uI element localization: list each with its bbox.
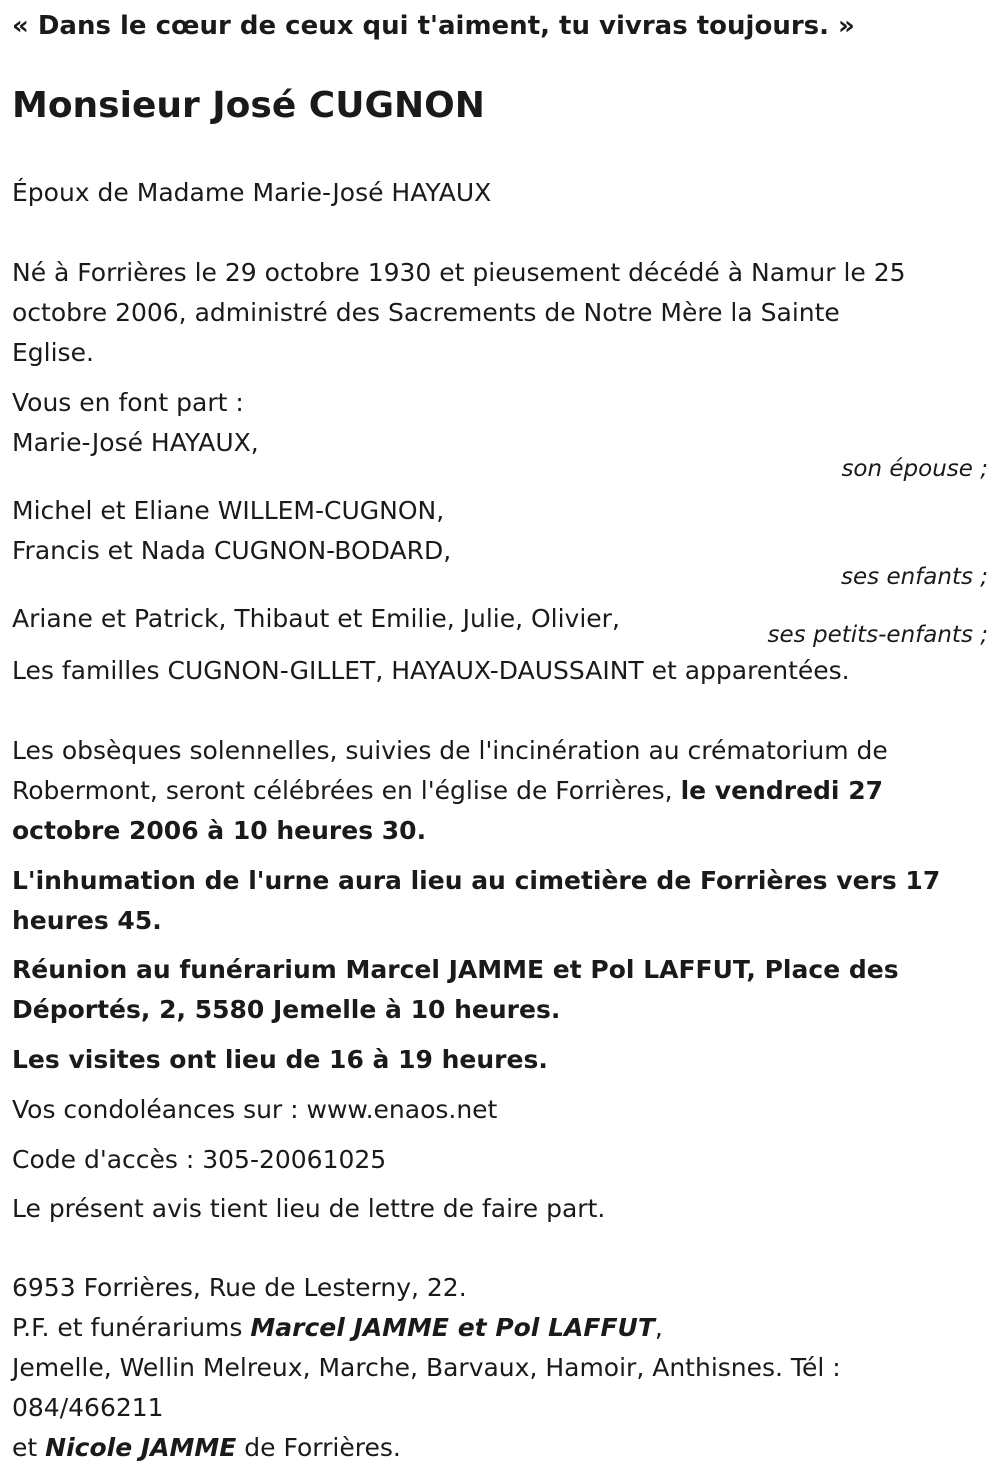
pf-line	[12, 1308, 988, 1348]
notice-line	[12, 1189, 988, 1229]
meeting-line-2: Déportés, 2, 5580 Jemelle à 10 heures.	[12, 995, 561, 1024]
family-section	[12, 383, 988, 691]
pf-phone: 084/466211	[12, 1393, 164, 1422]
spouse-line	[12, 173, 988, 213]
funeral-paragraph	[12, 731, 988, 851]
pf-prefix: P.F. et funérariums	[12, 1313, 251, 1342]
quote: « Dans le cœur de ceux qui t'aiment, tu vivras toujours. »	[12, 11, 855, 41]
funeral-line-1: Les obsèques solennelles, suivies de l'incinération au crématorium de	[12, 736, 888, 765]
pf-nicole: Nicole JAMME	[45, 1433, 237, 1462]
access-code-line	[12, 1140, 988, 1180]
children-role: ses enfants ;	[841, 564, 988, 590]
condolences-text: Vos condoléances sur : www.enaos.net	[12, 1095, 498, 1124]
funeral-line-3: octobre 2006 à 10 heures 30.	[12, 816, 427, 845]
burial-line-1: L'inhumation de l'urne aura lieu au cimetière de Forrières vers 17	[12, 866, 941, 895]
pf-suffix: ,	[654, 1313, 663, 1342]
funeral-line-2	[12, 771, 988, 811]
birth-line-1: Né à Forrières le 29 octobre 1930 et pieusement décédé à Namur le 25	[12, 258, 906, 287]
condolences-line	[12, 1090, 988, 1130]
grandchildren-role: ses petits-enfants ;	[767, 622, 988, 648]
pf-names: Marcel JAMME et Pol LAFFUT	[250, 1313, 655, 1342]
pf-of: de Forrières.	[236, 1433, 401, 1462]
child-2: Francis et Nada CUGNON-BODARD,	[12, 536, 452, 565]
birth-paragraph	[12, 253, 988, 373]
access-code-text: Code d'accès : 305-20061025	[12, 1145, 387, 1174]
spouse-text: Époux de Madame Marie-José HAYAUX	[12, 178, 492, 207]
meeting-line-1: Réunion au funérarium Marcel JAMME et Pol LAFFUT, Place des	[12, 955, 899, 984]
funeral-date: le vendredi 27	[680, 776, 883, 805]
address: 6953 Forrières, Rue de Lesterny, 22.	[12, 1273, 467, 1302]
deceased-name: Monsieur José CUGNON	[12, 85, 485, 126]
meeting-paragraph	[12, 950, 988, 1030]
grandchildren: Ariane et Patrick, Thibaut et Emilie, Julie, Olivier,	[12, 604, 620, 633]
pf-locations: Jemelle, Wellin Melreux, Marche, Barvaux, Hamoir, Anthisnes. Tél :	[12, 1353, 841, 1382]
burial-paragraph	[12, 861, 988, 941]
spouse-name: Marie-José HAYAUX,	[12, 428, 259, 457]
visits-text: Les visites ont lieu de 16 à 19 heures.	[12, 1045, 548, 1074]
birth-line-3: Eglise.	[12, 338, 94, 367]
funeral-home-section	[12, 1268, 988, 1468]
birth-line-2: octobre 2006, administré des Sacrements de Notre Mère la Sainte	[12, 298, 840, 327]
announce-intro: Vous en font part :	[12, 388, 244, 417]
pf-nicole-line	[12, 1428, 988, 1468]
pf-and: et	[12, 1433, 46, 1462]
burial-line-2: heures 45.	[12, 906, 162, 935]
visits-line	[12, 1040, 988, 1080]
spouse-role: son épouse ;	[841, 456, 988, 482]
child-1: Michel et Eliane WILLEM-CUGNON,	[12, 496, 445, 525]
notice-text: Le présent avis tient lieu de lettre de faire part.	[12, 1194, 606, 1223]
families: Les familles CUGNON-GILLET, HAYAUX-DAUSSAINT et apparentées.	[12, 656, 850, 685]
funeral-line-2-plain: Robermont, seront célébrées en l'église de Forrières,	[12, 776, 681, 805]
